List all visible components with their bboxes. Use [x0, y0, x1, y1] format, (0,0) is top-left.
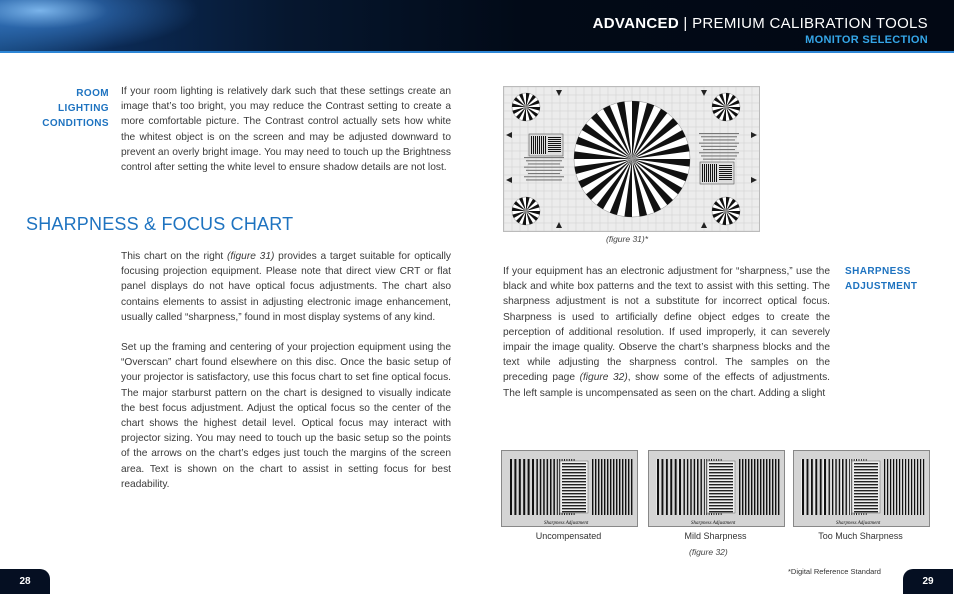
focus-chart-text — [121, 249, 451, 492]
sample-inner-label: Sharpness Adjustment — [836, 521, 881, 526]
arrow-right-top — [751, 132, 757, 138]
footnote: *Digital Reference Standard — [788, 567, 881, 576]
sample-label-uncompensated: Uncompensated — [535, 531, 602, 541]
corner-starburst-bl — [512, 197, 540, 225]
arrow-left-bottom — [506, 177, 512, 183]
sharpness-block-right — [700, 162, 734, 184]
corner-starburst-br — [712, 197, 740, 225]
header-rule — [0, 51, 954, 53]
paragraph-2: Set up the framing and centering of your projection equipment using the “Overscan” chart found elsewhere on this disc. Once the basic setup of your projector is satisfactory, use this focus chart to set fine optical focus. The major starburst pattern on the chart is designed to visually indicate the best focus adjustment. Adjust the optical focus so the center of the chart shows the highest detail level. Optical focus may interact with projector sizing. You may need to touch up the basic setup so the points of the arrows on the chart’s edges just touch the margins of the screen area. Text is shown on the chart to assist in setting focus for best readability. — [121, 342, 451, 490]
sample-label-too-much: Too Much Sharpness — [818, 531, 903, 541]
sample-label-mild: Mild Sharpness — [684, 531, 747, 541]
page-number-left: 28 — [0, 569, 50, 594]
arrow-left-top — [506, 132, 512, 138]
arrow-right-bottom — [751, 177, 757, 183]
sharpness-block-left — [529, 134, 563, 156]
sample-too-much-sharpness — [793, 450, 930, 527]
sharpness-adjustment-label: SHARPNESS ADJUSTMENT — [845, 266, 918, 292]
sample-bars — [656, 459, 779, 515]
focus-chart-image — [503, 86, 760, 232]
sample-bars — [801, 459, 925, 515]
room-lighting-label: ROOM LIGHTING CONDITIONS — [42, 88, 109, 129]
sharpness-text: If your equipment has an electronic adjustment for “sharpness,” use the black and white box patterns and the text to assist with this setting. The sharpness adjustment is not a substitute for incorrect optical focus. Sharpness is used to artificially define object edges to create the perception of additional resolution. If used improperly, it can severely impair the image quality. Observe the chart’s sharpness blocks and the text while adjusting the sharpness control. The samples on the preceding page (figure 32), show some of the effects of adjustments. The left sample is uncompensated as seen on the chart. Adding a slight — [503, 266, 830, 399]
section-title: SHARPNESS & FOCUS CHART — [26, 214, 294, 234]
header-glow — [0, 0, 200, 53]
corner-starburst-tr — [712, 93, 740, 121]
page-number-right: 29 — [903, 569, 953, 594]
figure-31-caption: (figure 31)* — [606, 234, 649, 244]
sample-uncompensated — [501, 450, 638, 527]
focus-chart-graphic — [504, 87, 759, 231]
main-starburst — [574, 101, 690, 217]
header-subtitle: MONITOR SELECTION — [805, 34, 928, 46]
sample-inner-label: Sharpness Adjustment — [691, 521, 736, 526]
sample-inner-label: Sharpness Adjustment — [544, 521, 589, 526]
header-title: ADVANCED | PREMIUM CALIBRATION TOOLS — [592, 15, 928, 32]
sample-bars — [510, 459, 632, 515]
chart-text-right — [699, 133, 739, 160]
corner-starburst-tl — [512, 93, 540, 121]
sample-mild-sharpness — [648, 450, 785, 527]
page-header — [0, 0, 954, 53]
paragraph-1: This chart on the right (figure 31) provides a target suitable for optically focusing projection equipment. Please note that direct view CRT or flat panel displays do not have optical focus adjustments. The chart also contains elements to assist in adjusting electronic image enhancement, usually called “sharpness,” found in most display systems of any kind. — [121, 251, 452, 323]
figure-32-caption: (figure 32) — [689, 547, 728, 557]
room-lighting-text: If your room lighting is relatively dark such that these settings create an image that’s too bright, you may reduce the Contrast setting to create a more comfortable picture. The Contrast control actually sets how white the whitest object is on the screen and may be adjusted downward to prevent an overly bright image. You may need to touch up the Brightness control after setting the white level to ensure shadow details are not lost. — [121, 86, 451, 174]
